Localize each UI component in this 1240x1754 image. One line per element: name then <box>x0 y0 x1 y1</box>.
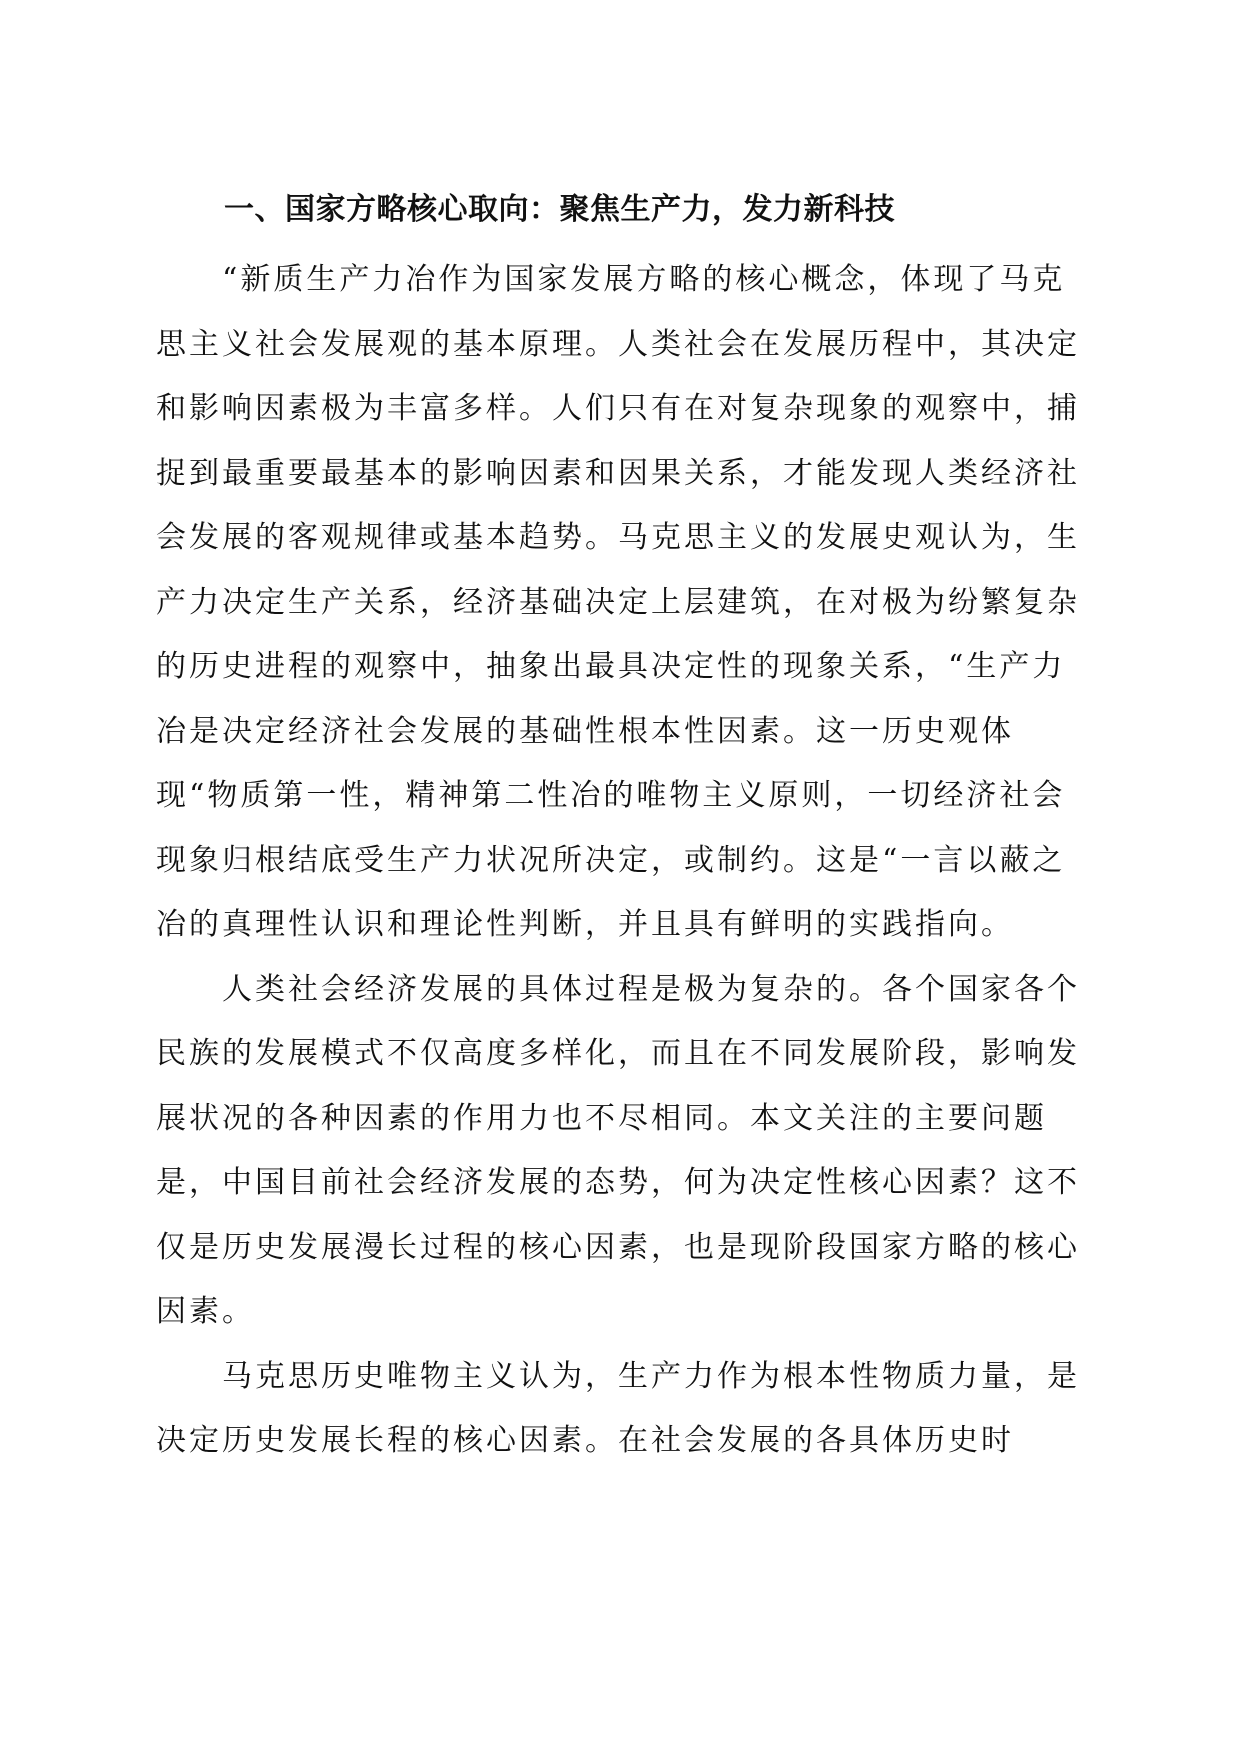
paragraph-2: 人类社会经济发展的具体过程是极为复杂的。各个国家各个民族的发展模式不仅高度多样化，而且在不同发展阶段，影响发展状况的各种因素的作用力也不尽相同。本文关注的主要问题是，中国目前社会经济发展的态势，何为决定性核心因素？这不仅是历史发展漫长过程的核心因素，也是现阶段国家方略的核心因素。 <box>156 971 1080 1329</box>
paragraph-3: 马克思历史唯物主义认为，生产力作为根本性物质力量，是决定历史发展长程的核心因素。在社会发展的各具体历史时 <box>156 1358 1080 1458</box>
section-heading: 一、国家方略核心取向：聚焦生产力，发力新科技 <box>224 192 895 227</box>
document-body <box>156 248 1081 1474</box>
paragraph-1: “新质生产力冶作为国家发展方略的核心概念，体现了马克思主义社会发展观的基本原理。人类社会在发展历程中，其决定和影响因素极为丰富多样。人们只有在对复杂现象的观察中，捕捉到最重要最基本的影响因素和因果关系，才能发现人类经济社会发展的客观规律或基本趋势。马克思主义的发展史观认为，生产力决定生产关系，经济基础决定上层建筑，在对极为纷繁复杂的历史进程的观察中，抽象出最具决定性的现象关系，“生产力冶是决定经济社会发展的基础性根本性因素。这一历史观体现“物质第一性，精神第二性冶的唯物主义原则，一切经济社会现象归根结底受生产力状况所决定，或制约。这是“一言以蔽之冶的真理性认识和理论性判断，并且具有鲜明的实践指向。 <box>156 262 1080 942</box>
